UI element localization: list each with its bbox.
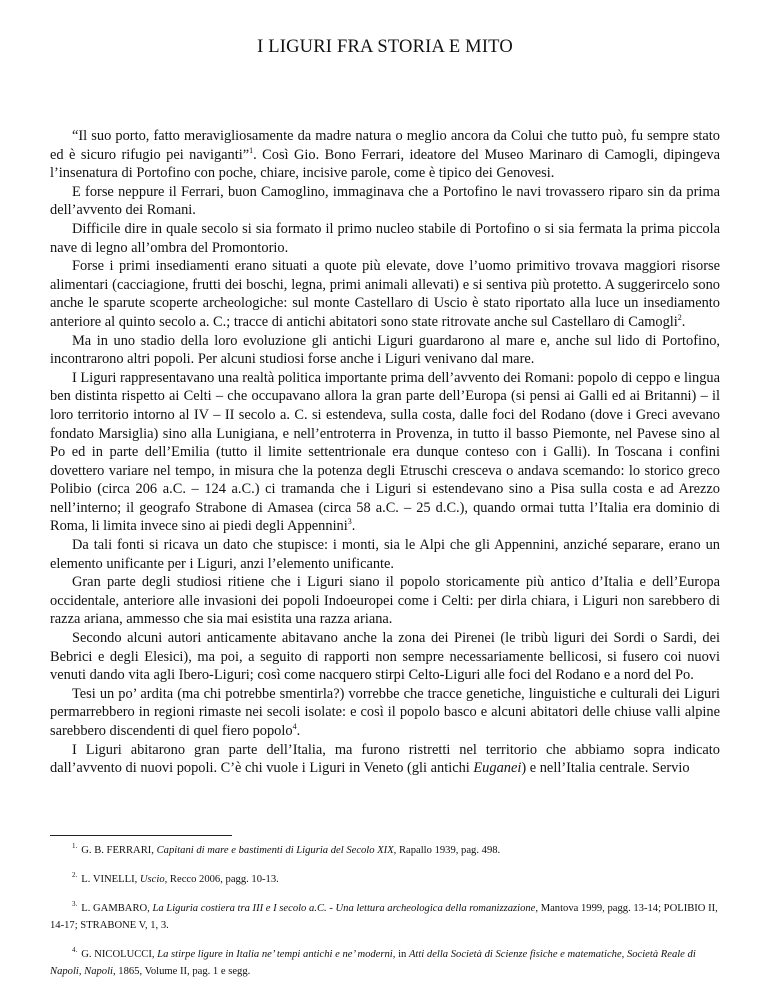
paragraph-tail: . Così Gio. Bono Ferrari, ideatore del Museo Marinaro di Camogli, dipingeva l’insenatura di Portofino con poche, chiare, incisive parole, come è tipico dei Genovesi.: [50, 146, 720, 182]
paragraph-text: “Il suo porto, fatto meravigliosamente da madre natura o meglio ancora da Colui che tutto può, fu sempre stato ed è sicuro rifugio pei naviganti”: [50, 128, 720, 163]
paragraph-text: Secondo alcuni autori anticamente abitavano anche la zona dei Pirenei (le tribù liguri dei Sordi o Sardi, dei Bebrici e degli Elesici), ma poi, a seguito di rapporti non sempre necessariamente bellicosi, si fusero coi nuovi venuti dando vita agli Ibero-Liguri; così come nacquero stirpi Celto-Liguri alle foci del Rodano e a nord del Po.: [50, 630, 720, 684]
paragraph: [50, 685, 720, 741]
footnote-marker[interactable]: 2: [677, 313, 682, 323]
footnote: [50, 900, 720, 934]
paragraph-tail: ) e nell’Italia centrale. Servio: [521, 760, 690, 777]
paragraph-tail: .: [351, 518, 356, 535]
footnote: [50, 871, 720, 888]
footnote-text: , Recco 2006, pagg. 10-13.: [164, 874, 279, 885]
footnote-marker[interactable]: 1: [249, 145, 254, 155]
footnote-title: La stirpe ligure in Italia ne’ tempi antichi e ne’ moderni: [157, 949, 393, 960]
paragraph: [50, 573, 720, 629]
footnote-number: 4.: [72, 946, 78, 955]
paragraph-tail: .: [296, 723, 301, 739]
body-text: [50, 127, 720, 778]
paragraph: [50, 536, 720, 573]
footnote-text: , in: [392, 949, 409, 960]
paragraph-text: I Liguri abitarono gran parte dell’Italia, ma furono ristretti nel territorio che abbiamo sopra indicato dall’avvento di nuovi popoli. C’è chi vuole i Liguri in Veneto (gli antichi: [50, 741, 720, 777]
paragraph-text: Forse i primi insediamenti erano situati a quote più elevate, dove l’uomo primitivo trovava maggiori risorse alimentari (cacciagione, frutti dei boschi, legna, primi animali allevati) e si sentiva più protetto. A suggerircelo sono anche le sparute scoperte archeologiche: sul monte Castellaro di Uscio è stato riportato alla luce un insediamento anteriore al quinto secolo a. C.; tracce di antichi abitatori sono state ritrovate anche sul Castellaro di Camogli: [50, 258, 720, 330]
paragraph-text: Ma in uno stadio della loro evoluzione gli antichi Liguri guardarono al mare e, anche sul lido di Portofino, incontrarono altri popoli. Per alcuni studiosi forse anche i Liguri venivano dal mare.: [50, 332, 720, 368]
footnote-title: Atti della Società di Scienze fisiche e matematiche, Società Reale di Napoli, Napoli: [50, 949, 696, 977]
footnote-number: 3.: [72, 900, 78, 909]
paragraph-text: Gran parte degli studiosi ritiene che i Liguri siano il popolo storicamente più antico d’Italia e dell’Europa occidentale, anteriore alle invasioni dei popoli Indoeuropei come i Celti: per dirla chiara, i Liguri non sarebbero di razza ariana, ammesso che sia mai esistita una razza ariana.: [50, 574, 720, 628]
footnotes: [50, 842, 720, 992]
paragraph-text: E forse neppure il Ferrari, buon Camoglino, immaginava che a Portofino le navi trovassero riparo sin da prima dell’avvento dei Romani.: [50, 183, 720, 219]
italic-term: Euganei: [473, 760, 522, 777]
paragraph-text: Da tali fonti si ricava un dato che stupisce: i monti, sia le Alpi che gli Appennini, anziché separare, erano un elemento unificante per i Liguri, anzi l’elemento unificante.: [50, 537, 720, 572]
footnote-number: 1.: [72, 842, 78, 851]
footnote-title: Uscio: [139, 874, 165, 885]
paragraph: [50, 369, 720, 536]
page-title: I LIGURI FRA STORIA E MITO: [257, 37, 513, 57]
footnote-text: L. VINELLI,: [81, 874, 140, 885]
footnote: [50, 842, 720, 859]
paragraph-text: Difficile dire in quale secolo si sia formato il primo nucleo stabile di Portofino o si sia fermata la prima piccola nave di legno all’ombra del Promontorio.: [50, 220, 720, 256]
footnote-number: 2.: [72, 871, 78, 880]
paragraph: [50, 183, 720, 220]
footnote-title: Capitani di mare e bastimenti di Liguria del Secolo XIX: [156, 845, 394, 856]
paragraph: [50, 629, 720, 685]
footnote-marker[interactable]: 3: [347, 517, 352, 527]
footnote: [50, 946, 720, 980]
paragraph: [50, 741, 720, 778]
paragraph-text: Tesi un po’ ardita (ma chi potrebbe smentirla?) vorrebbe che tracce genetiche, linguistiche e culturali dei Liguri permarrebbero in regioni rimaste nei secoli isolate: e così il popolo basco e alcuni abitatori delle chiuse valli alpine sarebbero discendenti di quel fiero popolo: [50, 685, 720, 739]
paragraph: [50, 220, 720, 257]
footnote-text: , 1865, Volume II, pag. 1 e segg.: [112, 966, 251, 977]
paragraph-text: I Liguri rappresentavano una realtà politica importante prima dell’avvento dei Romani: popolo di ceppo e lingua ben distinta rispetto ai Celti – che occupavano allora la gran parte dell’Europa (si pensi ai Galli ed ai Britanni) – il loro territorio intorno al IV – II secolo a. C. si estendeva, sulla costa, dalle foci del Rodano (dove i Greci avevano fondato Marsiglia) sino alla Lunigiana, e nell’entroterra in Provenza, in tutto il basso Piemonte, nel Pavese sino al Po ed in parte dell’Emilia (tutto il limite settentrionale era dunque conteso con i Galli). In Toscana i confini dovettero variare nel tempo, in misura che la potenza degli Etruschi cresceva o andava scemando: lo storico greco Polibio (circa 206 a.C. – 124 a.C.) ci tramanda che i Liguri si estendevano sino a Pisa sulla costa e ad Arezzo nell’interno; il geografo Strabone di Amasea (circa 58 a.C. – 25 d.C.), quando ormai tutta l’Italia era dominio di Roma, li limita invece sino ai piedi degli Appennini: [50, 369, 720, 535]
paragraph: [50, 332, 720, 369]
footnote-text: , Rapallo 1939, pag. 498.: [393, 845, 501, 856]
footnote-text: G. B. FERRARI,: [81, 845, 157, 856]
footnote-title: La Liguria costiera tra III e I secolo a.C. - Una lettura archeologica della romanizzazione: [152, 903, 536, 914]
paragraph: [50, 257, 720, 331]
footnote-text: L. GAMBARO,: [81, 903, 153, 914]
footnote-text: , Mantova 1999, pagg. 13-14; POLIBIO II, 14-17; STRABONE V, 1, 3.: [50, 903, 718, 931]
footnote-separator: [50, 835, 232, 836]
footnote-text: G. NICOLUCCI,: [81, 949, 158, 960]
paragraph: [50, 127, 720, 183]
footnote-marker[interactable]: 4: [292, 722, 297, 732]
paragraph-tail: .: [681, 313, 686, 330]
